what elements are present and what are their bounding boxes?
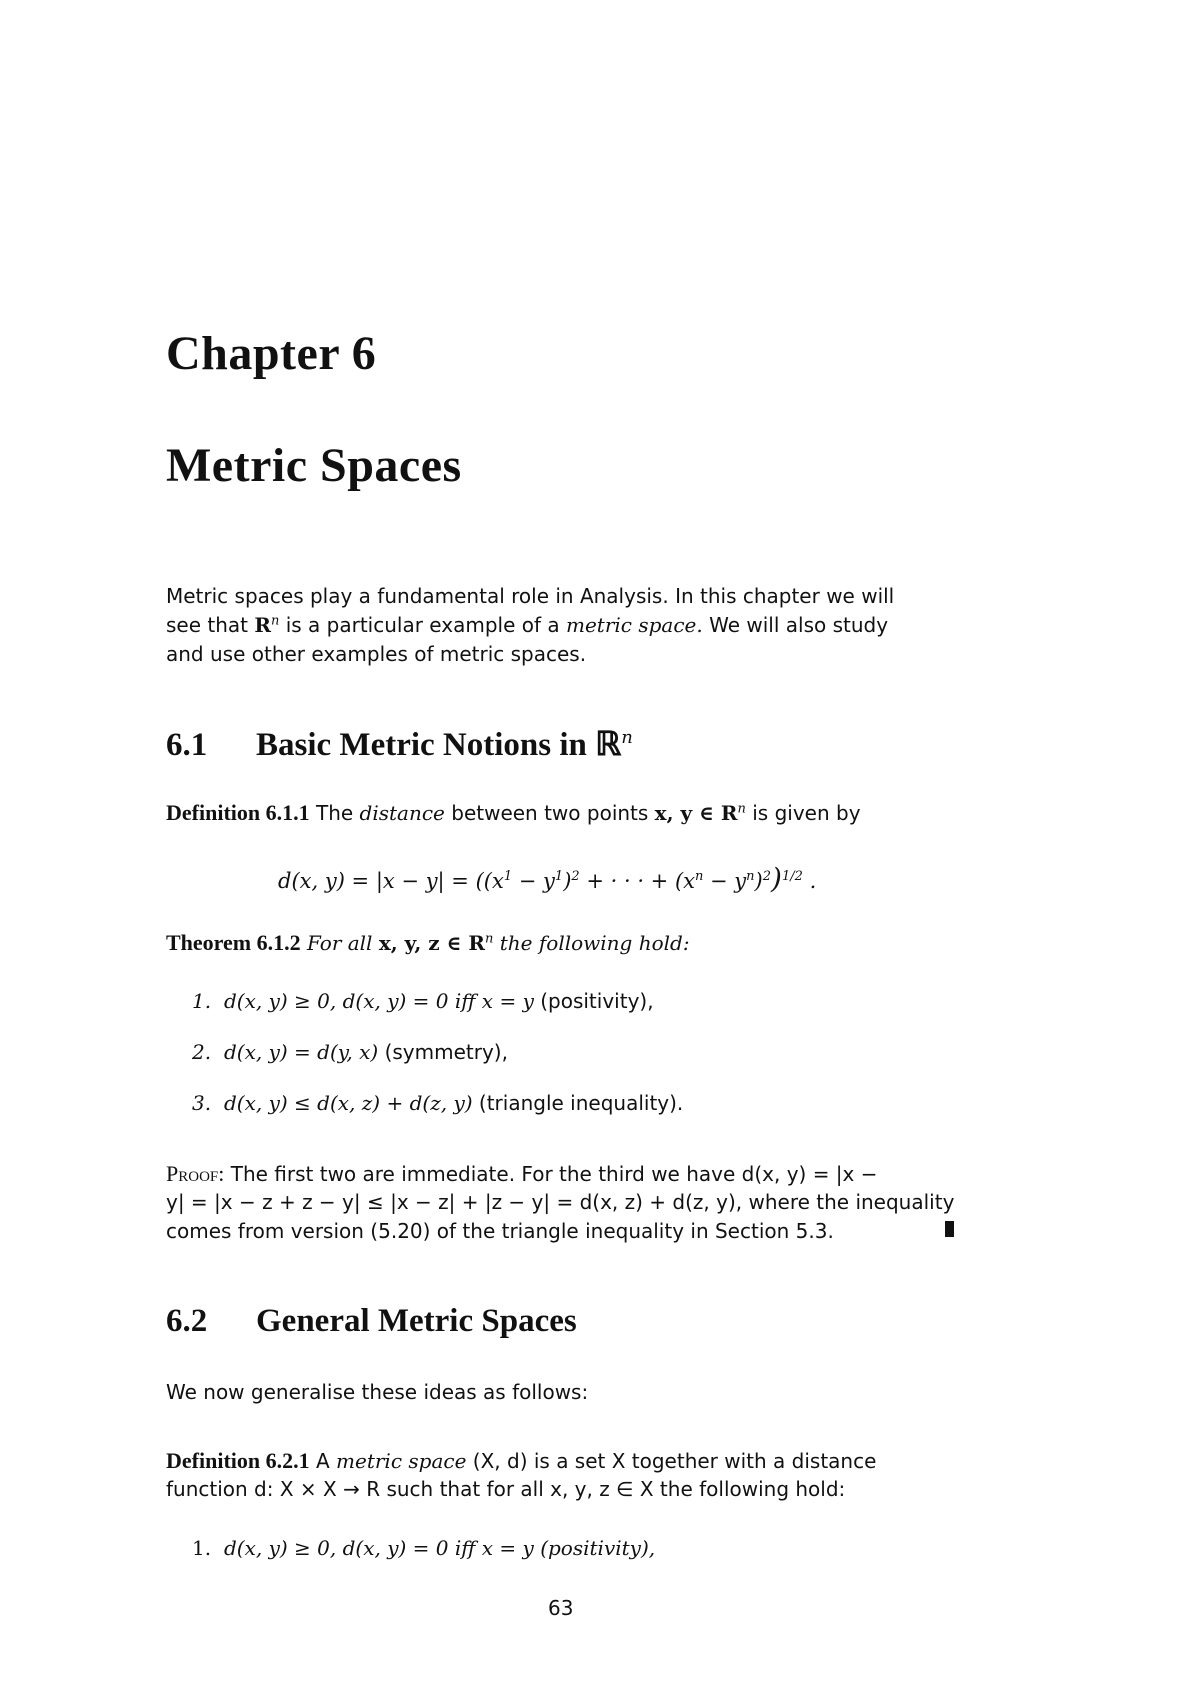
proof-line-3: comes from version (5.20) of the triangle inequality in Section 5.3. [166, 1219, 834, 1243]
definition-6-2-1: Definition 6.2.1 A metric space (X, d) is a set X together with a distance [166, 1448, 877, 1473]
definition-6-2-1-line-2: function d: X × X → R such that for all x, y, z ∈ X the following hold: [166, 1477, 846, 1501]
intro-line-2: see that $R^n$ is a particular example of a metric space. We will also study [166, 613, 889, 637]
chapter-label: Chapter 6 [166, 327, 377, 380]
theorem-item-2: 2. d(x, y) = d(y, x) (symmetry), [192, 1040, 508, 1064]
page-number: 63 [548, 1596, 574, 1620]
proof-line-1: Proof: The first two are immediate. For the third we have d(x, y) = |x − [166, 1161, 878, 1186]
theorem-item-1: 1. d(x, y) ≥ 0, d(x, y) = 0 iff x = y (positivity), [192, 989, 654, 1013]
definition-6-1-1: Definition 6.1.1 The distance between two points x, y ∈ $R^n$ is given by [166, 800, 861, 825]
intro-line-3: and use other examples of metric spaces. [166, 642, 587, 666]
section-6-2-lead: We now generalise these ideas as follows: [166, 1380, 589, 1404]
theorem-item-3: 3. d(x, y) ≤ d(x, z) + d(z, y) (triangle inequality). [192, 1091, 684, 1115]
proof-line-2: y| = |x − z + z − y| ≤ |x − z| + |z − y| = d(x, z) + d(z, y), where the inequality [166, 1190, 955, 1214]
section-heading-6-1: 6.1 Basic Metric Notions in ℝ$^n$ [166, 727, 633, 763]
definition-item-1: 1. d(x, y) ≥ 0, d(x, y) = 0 iff x = y (positivity), [192, 1536, 656, 1560]
chapter-title: Metric Spaces [166, 439, 462, 492]
intro-line-1: Metric spaces play a fundamental role in Analysis. In this chapter we will [166, 584, 895, 608]
qed-mark [945, 1221, 954, 1237]
section-heading-6-2: 6.2 General Metric Spaces [166, 1303, 577, 1339]
theorem-6-1-2: Theorem 6.1.2 For all x, y, z ∈ $R^n$ the following hold: [166, 930, 690, 955]
distance-formula: d(x, $y) = |x - y| = ((x^1 - y^1)^2$ + · · · + $(x^n - y^n)^2)^{1/2}$ . [278, 862, 817, 895]
